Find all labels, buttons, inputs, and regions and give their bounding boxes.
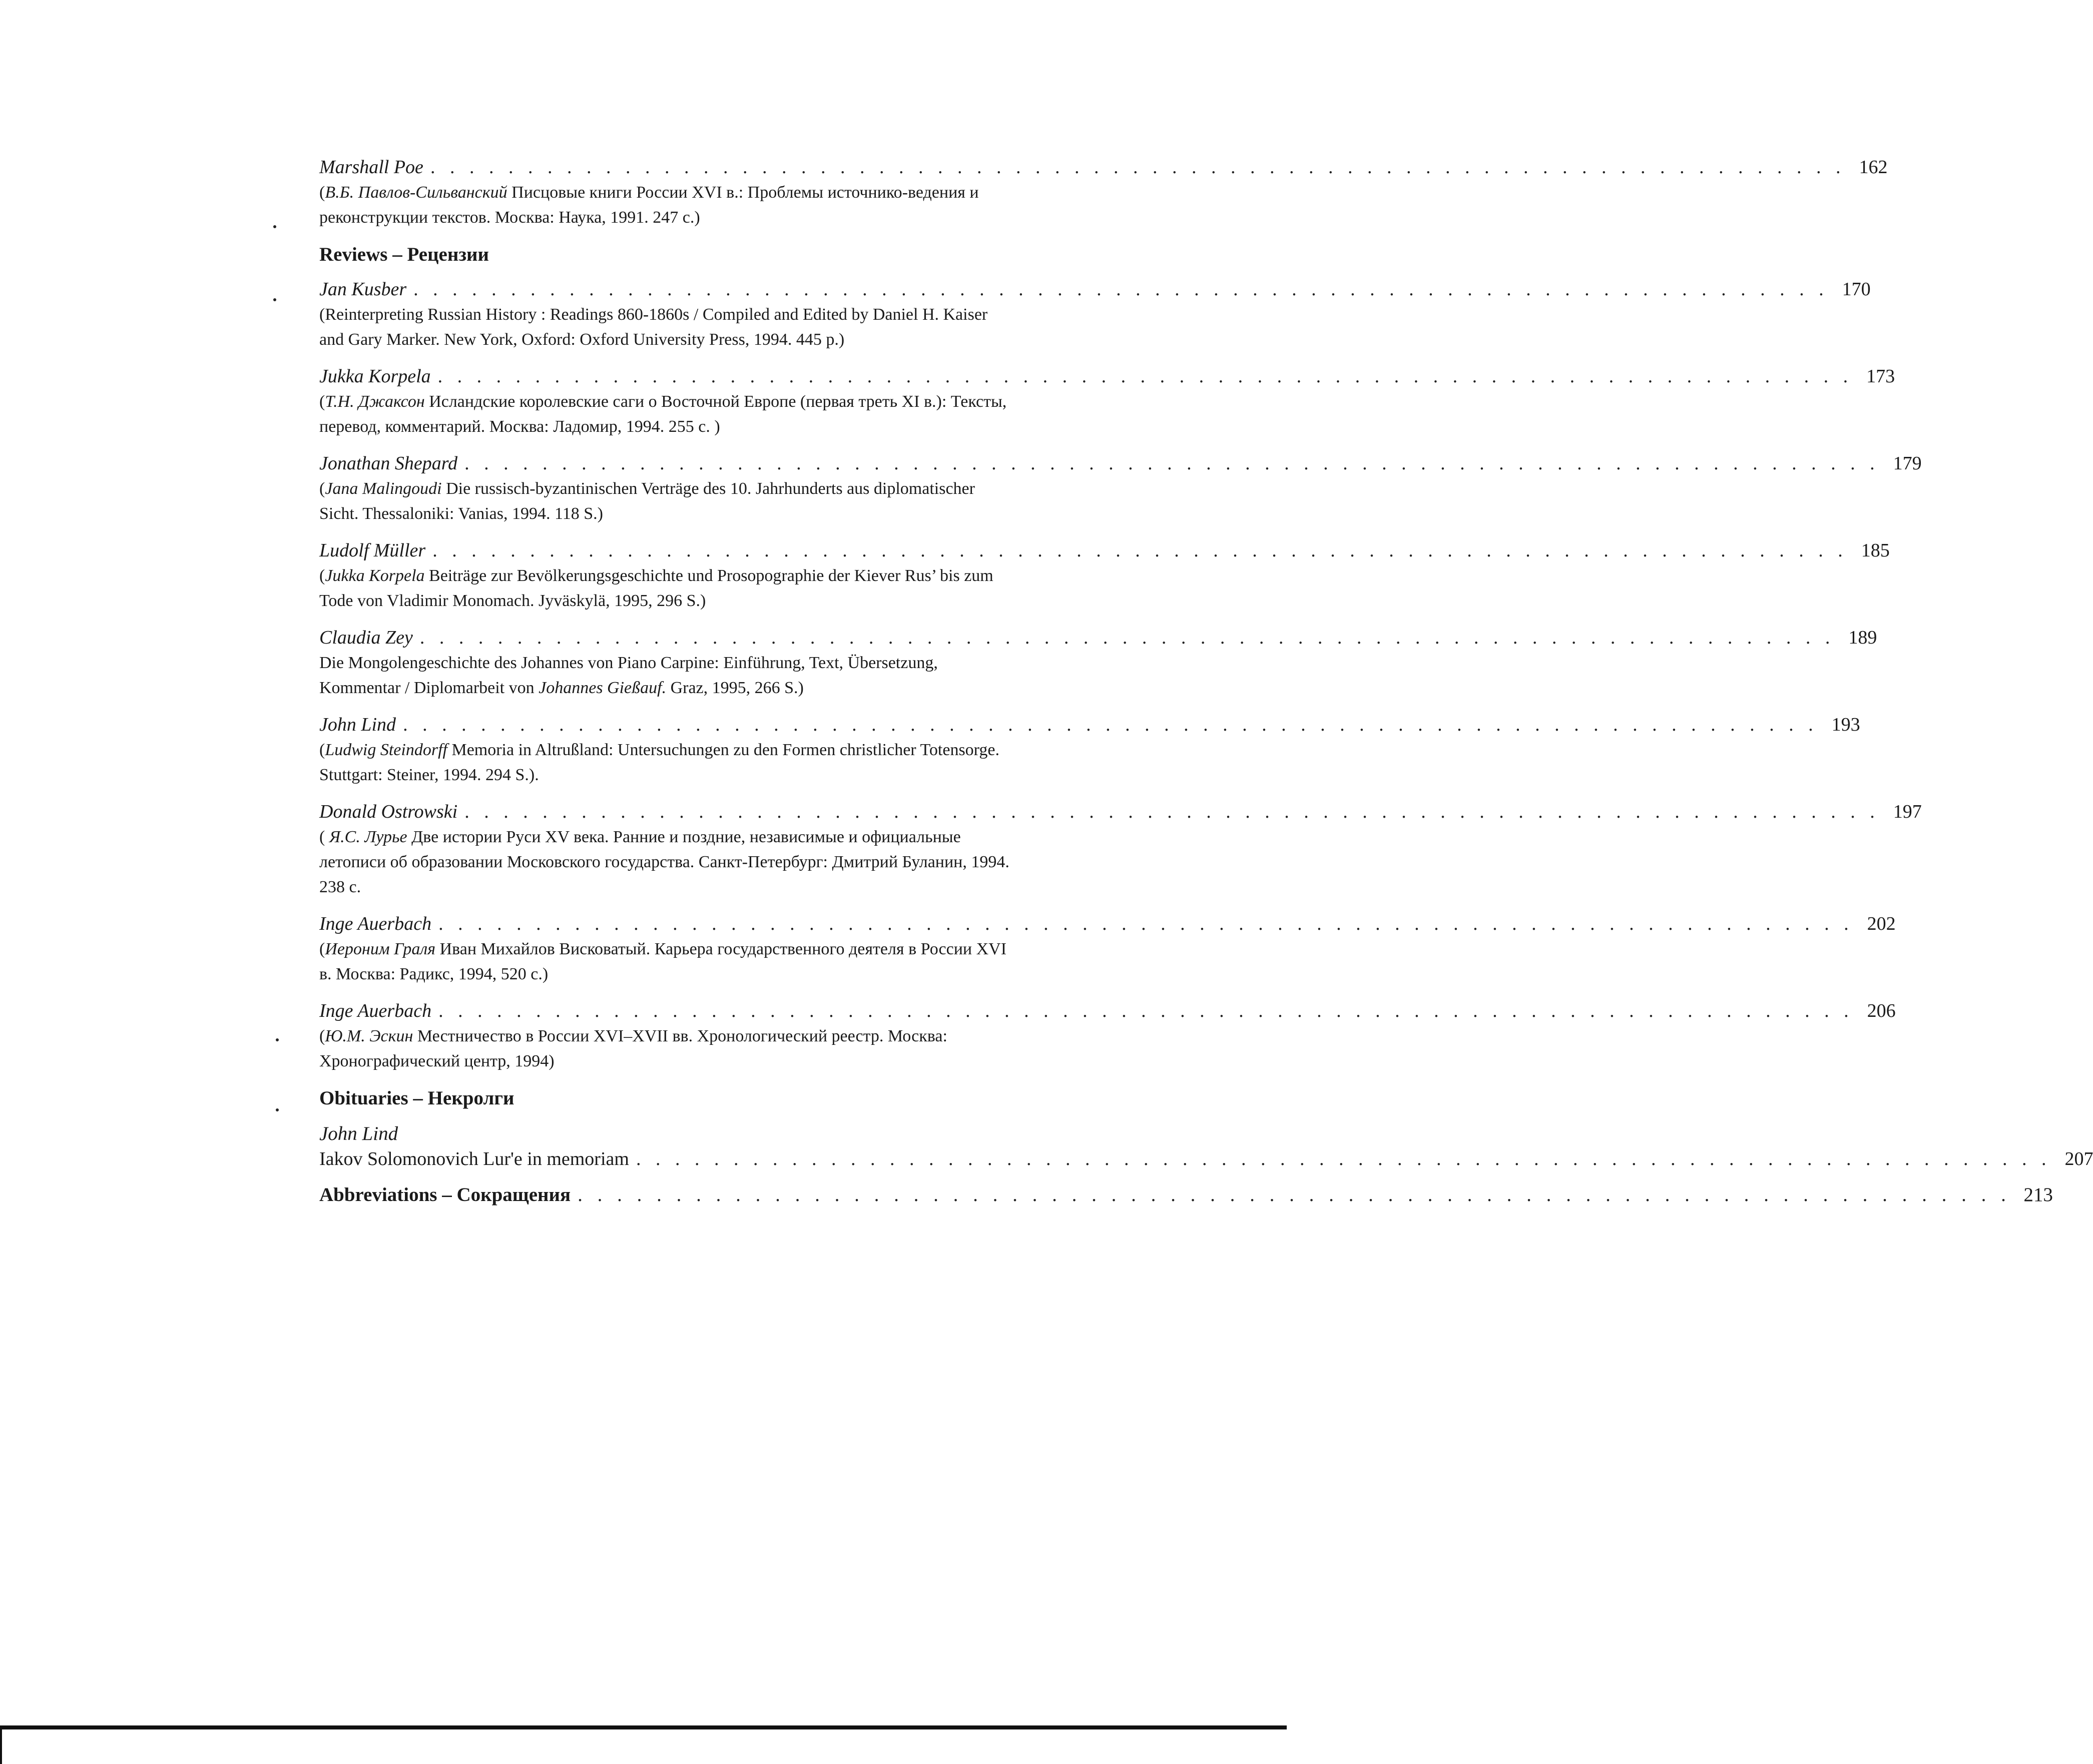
- toc-entry-header: [319, 912, 1896, 936]
- entry-author: Ludolf Müller: [319, 540, 426, 561]
- section-heading-obituaries: Obituaries – Некролги: [319, 1087, 514, 1109]
- scan-speck: [273, 225, 276, 228]
- toc-entry-obituary: [319, 1121, 2093, 1171]
- entry-page-number: 185: [1861, 540, 1890, 561]
- entry-author: Inge Auerbach: [319, 1000, 432, 1021]
- reviewed-author: В.Б. Павлов-Сильванский: [325, 183, 507, 202]
- toc-entry-header: [319, 364, 1895, 388]
- entry-page-number: 170: [1842, 279, 1871, 300]
- entry-description: (Иероним Граля Иван Михайлов Висковатый. Карьера государственного деятеля в России XVI в. Москва: Радикс, 1994, 520 с.): [319, 940, 1007, 983]
- toc-entry: [319, 912, 1896, 987]
- leader-dots: . . . . . . . . . . . . . . . . . . . . . . . . . . . . . . . . . . . . . . . . . . . . . . . . . . . . . . . . . . . . . . . . . . . . . . . . .: [636, 1148, 2051, 1169]
- entry-page-number: 213: [2023, 1184, 2053, 1206]
- entry-description: (Jana Malingoudi Die russisch-byzantinischen Verträge des 10. Jahrhunderts aus diplomatischer Sicht. Thessaloniki: Vanias, 1994. 118 S.): [319, 479, 975, 523]
- reviewed-author: Johannes Gießauf.: [539, 679, 667, 697]
- entry-title: Iakov Solomonovich Lur'e in memoriam: [319, 1148, 629, 1169]
- entry-page-number: 207: [2064, 1148, 2093, 1169]
- toc-entry-header: [319, 1147, 2093, 1171]
- toc-entry: [319, 155, 1888, 230]
- reviewed-author: Ю.М. Эскин: [325, 1027, 413, 1045]
- entry-author: Jonathan Shepard: [319, 453, 458, 474]
- table-of-contents: [319, 155, 2093, 1207]
- leader-dots: . . . . . . . . . . . . . . . . . . . . . . . . . . . . . . . . . . . . . . . . . . . . . . . . . . . . . . . . . . . . . . . . . . . . . . . . .: [438, 1000, 1854, 1021]
- entry-page-number: 189: [1848, 627, 1877, 648]
- entry-page-number: 193: [1831, 714, 1860, 735]
- toc-entry: [319, 999, 1896, 1074]
- entry-page-number: 202: [1867, 913, 1896, 934]
- entry-author: John Lind: [319, 1123, 398, 1144]
- leader-dots: . . . . . . . . . . . . . . . . . . . . . . . . . . . . . . . . . . . . . . . . . . . . . . . . . . . . . . . . . . . . . . . . . . . . . . . . .: [413, 279, 1829, 300]
- leader-dots: . . . . . . . . . . . . . . . . . . . . . . . . . . . . . . . . . . . . . . . . . . . . . . . . . . . . . . . . . . . . . . . . . . . . . . . . .: [464, 801, 1880, 822]
- entry-description: (Ludwig Steindorff Memoria in Altrußland: Untersuchungen zu den Formen christlicher Totensorge. Stuttgart: Steiner, 1994. 294 S.).: [319, 741, 999, 784]
- entry-description: (В.Б. Павлов-Сильванский Писцовые книги России XVI в.: Проблемы источнико-ведения и реконструкции текстов. Москва: Наука, 1991. 247 с.): [319, 183, 979, 227]
- entry-description: (Jukka Korpela Beiträge zur Bevölkerungsgeschichte und Prosopographie der Kiever Rus’ bis zum Tode von Vladimir Monomach. Jyväskylä, 1995, 296 S.): [319, 566, 993, 610]
- entry-author: Inge Auerbach: [319, 913, 432, 934]
- scan-speck: [276, 1038, 279, 1041]
- section-heading-reviews: Reviews – Рецензии: [319, 244, 489, 265]
- toc-entry-header: [319, 277, 1871, 301]
- leader-dots: . . . . . . . . . . . . . . . . . . . . . . . . . . . . . . . . . . . . . . . . . . . . . . . . . . . . . . . . . . . . . . . . . . . . . . . . .: [430, 157, 1846, 178]
- toc-entry: [319, 800, 1922, 900]
- entry-page-number: 173: [1866, 366, 1895, 387]
- leader-dots: . . . . . . . . . . . . . . . . . . . . . . . . . . . . . . . . . . . . . . . . . . . . . . . . . . . . . . . . . . . . . . . . . . . . . . . . .: [438, 913, 1854, 934]
- leader-dots: . . . . . . . . . . . . . . . . . . . . . . . . . . . . . . . . . . . . . . . . . . . . . . . . . . . . . . . . . . . . . . . . . . . . . . . . .: [464, 453, 1880, 474]
- toc-entry: [319, 451, 1922, 526]
- reviewed-author: Jukka Korpela: [325, 566, 425, 585]
- entry-page-number: 162: [1859, 157, 1888, 178]
- leader-dots: . . . . . . . . . . . . . . . . . . . . . . . . . . . . . . . . . . . . . . . . . . . . . . . . . . . . . . . . . . . . . . . . . . . . . . . . .: [437, 366, 1853, 387]
- toc-entry-header: [319, 626, 1877, 650]
- entry-author: Donald Ostrowski: [319, 801, 458, 822]
- toc-entry-header: [319, 451, 1922, 475]
- entry-author: Marshall Poe: [319, 157, 423, 178]
- toc-entry: [319, 713, 1860, 788]
- toc-entry-header: [319, 999, 1896, 1023]
- reviewed-author: Иероним Граля: [325, 940, 436, 958]
- entry-author: Jan Kusber: [319, 279, 407, 300]
- entry-description: (Т.Н. Джаксон Исландские королевские саги о Восточной Европе (первая треть XI в.): Тексты, перевод, комментарий. Москва: Ладомир, 1994. 255 с. ): [319, 392, 1007, 436]
- leader-dots: . . . . . . . . . . . . . . . . . . . . . . . . . . . . . . . . . . . . . . . . . . . . . . . . . . . . . . . . . . . . . . . . . . . . . . . . .: [419, 627, 1835, 648]
- entry-author: John Lind: [319, 714, 396, 735]
- toc-entry: [319, 626, 1877, 701]
- entry-title: Abbreviations – Сокращения: [319, 1184, 571, 1206]
- leader-dots: . . . . . . . . . . . . . . . . . . . . . . . . . . . . . . . . . . . . . . . . . . . . . . . . . . . . . . . . . . . . . . . . . . . . . . . . .: [578, 1184, 2011, 1206]
- toc-entry-header: [319, 538, 1890, 562]
- entry-page-number: 179: [1893, 453, 1922, 474]
- toc-entry: [319, 277, 1871, 352]
- scan-speck: [276, 1108, 279, 1111]
- toc-entry-header: [319, 713, 1860, 737]
- entry-description: (Ю.М. Эскин Местничество в России XVI–XVII вв. Хронологический реестр. Москва: Хронографический центр, 1994): [319, 1027, 947, 1070]
- entry-page-number: 206: [1867, 1000, 1896, 1021]
- scan-speck: [273, 298, 276, 301]
- page-corner-rule: [0, 1729, 2, 1764]
- entry-author: Jukka Korpela: [319, 366, 431, 387]
- entry-description: Die Mongolengeschichte des Johannes von Piano Carpine: Einführung, Text, Übersetzung, Kommentar / Diplomarbeit von Johannes Gießauf. Graz, 1995, 266 S.): [319, 654, 938, 697]
- leader-dots: . . . . . . . . . . . . . . . . . . . . . . . . . . . . . . . . . . . . . . . . . . . . . . . . . . . . . . . . . . . . . . . . . . . . . . . . .: [432, 540, 1848, 561]
- toc-entry: [319, 538, 1890, 614]
- toc-entry-header: [319, 155, 1888, 179]
- reviewed-author: Т.Н. Джаксон: [325, 392, 425, 411]
- entry-page-number: 197: [1893, 801, 1922, 822]
- reviewed-author: Ludwig Steindorff: [325, 741, 447, 759]
- leader-dots: . . . . . . . . . . . . . . . . . . . . . . . . . . . . . . . . . . . . . . . . . . . . . . . . . . . . . . . . . . . . . . . . . . . . . . . . .: [403, 714, 1818, 735]
- entry-description: ( Я.С. Лурье Две истории Руси XV века. Ранние и поздние, независимые и официальные летописи об образовании Московского государства. Санкт-Петербург: Дмитрий Буланин, 1994. 238 с.: [319, 828, 1009, 896]
- toc-entry-abbreviations: [319, 1183, 2053, 1207]
- entry-description: (Reinterpreting Russian History : Readings 860-1860s / Compiled and Edited by Daniel H. Kaiser and Gary Marker. New York, Oxford: Oxford University Press, 1994. 445 p.): [319, 305, 988, 349]
- entry-author: Claudia Zey: [319, 627, 413, 648]
- page-bottom-rule: [0, 1725, 1287, 1729]
- toc-entry-header: [319, 800, 1922, 824]
- reviewed-author: Я.С. Лурье: [329, 828, 407, 846]
- reviewed-author: Jana Malingoudi: [325, 479, 442, 498]
- toc-entry: [319, 364, 1895, 439]
